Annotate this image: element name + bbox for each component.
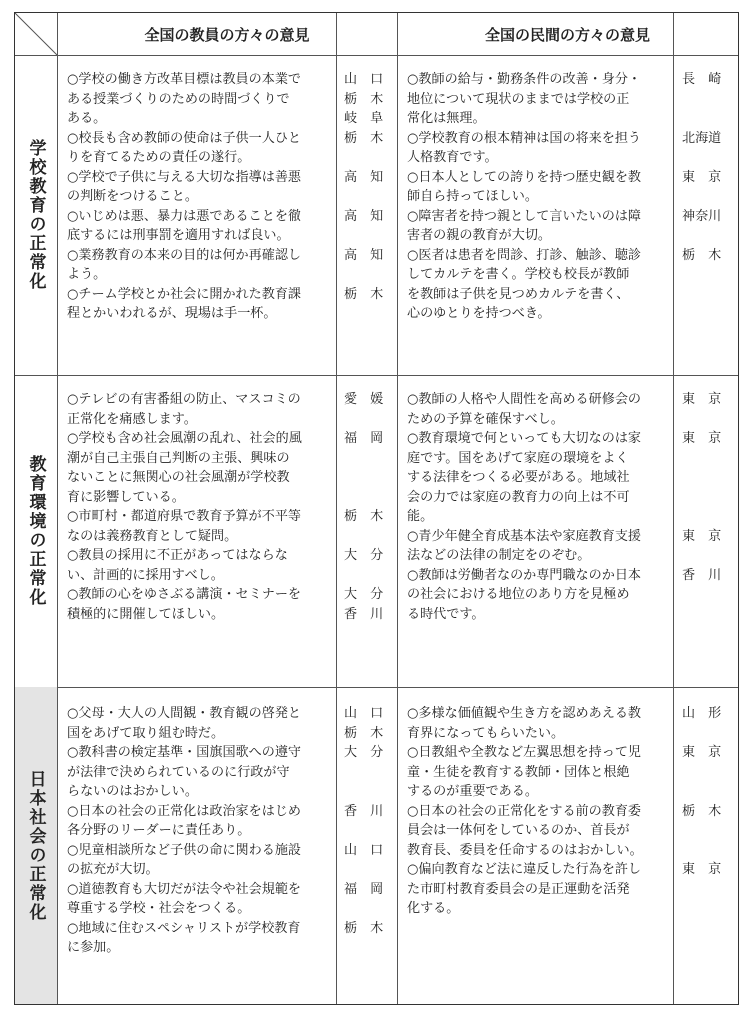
opinion-item: ○教師は労働者なのか専門職なのか日本 の社会における地位のあり方を見極め る時代です。 bbox=[407, 567, 642, 622]
prefecture-label: 福 岡 bbox=[344, 881, 384, 897]
opinion-item: ○青少年健全育成基本法や家庭教育支援 法などの法律の制定をのぞむ。 bbox=[407, 528, 642, 563]
opinion-item: ○日本人としての誇りを持つ歴史観を教 師自ら持ってほしい。 bbox=[407, 169, 642, 204]
opinion-item: ○日教組や全教など左翼思想を持って児 童・生徒を教育する教師・団体と根絶 するのが重要である。 bbox=[407, 745, 642, 799]
prefecture-label: 香 川 bbox=[344, 606, 384, 622]
divider-header bbox=[15, 55, 738, 56]
prefecture-label: 長 崎 bbox=[682, 72, 722, 87]
opinion-item: ○教員の採用に不正があってはならな い、計画的に採用すべし。 bbox=[67, 548, 288, 583]
divider-section-2 bbox=[15, 687, 738, 688]
divider-teacher-citizen bbox=[397, 13, 398, 1004]
prefecture-label: 東 京 bbox=[682, 431, 722, 446]
header-citizens: 全国の民間の方々の意見 bbox=[484, 25, 650, 44]
opinion-item: ○学校も含め社会風潮の乱れ、社会的風 潮が自己主張自己判断の主張、興味の ないことに無関心の社会風潮が学校教 育に影響している。 bbox=[67, 431, 302, 505]
divider-section-1 bbox=[15, 375, 738, 376]
opinion-item: ○父母・大人の人間観・教育観の啓発と 国をあげて取り組む時だ。 bbox=[67, 706, 302, 741]
prefecture-label: 栃 木 bbox=[682, 803, 722, 819]
divider-citizen-pref bbox=[673, 13, 674, 1004]
prefecture-label: 栃 木 bbox=[344, 286, 384, 302]
opinion-item: ○学校で子供に与える大切な指導は善悪 の判断をつけること。 bbox=[67, 169, 302, 204]
prefecture-label: 山 口 bbox=[344, 72, 384, 87]
prefecture-label: 香 川 bbox=[344, 803, 384, 819]
prefecture-label: 高 知 bbox=[344, 247, 384, 263]
opinion-item: ○障害者を持つ親として言いたいのは障 害者の親の教育が大切。 bbox=[407, 208, 642, 243]
opinion-item: ○学校の働き方改革目標は教員の本業で ある授業づくりのための時間づくりで ある。 bbox=[67, 72, 302, 126]
opinion-item: ○業務教育の本来の目的は何か再確認し よう。 bbox=[67, 247, 302, 282]
prefecture-label: 東 京 bbox=[682, 169, 722, 185]
prefecture-label: 岐 阜 bbox=[344, 111, 384, 126]
opinion-item: ○教育環境で何といっても大切なのは家 庭です。国をあげて家庭の環境をよく する法律をつくる必要がある。地域社 会の力では家庭の教育力の向上は不可 能。 bbox=[407, 431, 642, 524]
prefecture-label: 大 分 bbox=[344, 745, 384, 760]
prefecture-label: 東 京 bbox=[682, 528, 722, 544]
corner-diagonal bbox=[15, 13, 57, 55]
prefecture-label: 栃 木 bbox=[344, 509, 384, 524]
opinion-item: ○日本の社会の正常化は政治家をはじめ 各分野のリーダーに責任あり。 bbox=[67, 803, 302, 838]
divider-teacher-pref bbox=[336, 13, 337, 1004]
prefecture-label: 大 分 bbox=[344, 548, 384, 563]
prefecture-label: 山 口 bbox=[344, 842, 384, 858]
prefecture-label: 東 京 bbox=[682, 745, 722, 760]
opinion-item: ○地域に住むスペシャリストが学校教育 に参加。 bbox=[67, 920, 301, 955]
section-title-society: 日本社会の正常化 bbox=[15, 687, 57, 1004]
opinion-item: ○チーム学校とか社会に開かれた教育課 程とかいわれるが、現場は手一杯。 bbox=[67, 286, 302, 321]
prefecture-label: 愛 媛 bbox=[344, 392, 384, 407]
opinion-item: ○テレビの有害番組の防止、マスコミの 正常化を痛感します。 bbox=[67, 392, 301, 427]
prefecture-label: 東 京 bbox=[682, 862, 722, 877]
prefecture-label: 栃 木 bbox=[682, 247, 722, 263]
opinion-item: ○校長も含め教師の使命は子供一人ひと りを育てるための責任の遂行。 bbox=[67, 130, 302, 165]
opinion-table bbox=[14, 12, 739, 1005]
section-title-school: 学校教育の正常化 bbox=[25, 139, 46, 291]
section-title-environment: 教育環境の正常化 bbox=[25, 455, 46, 607]
prefecture-label: 高 知 bbox=[344, 208, 384, 224]
prefecture-label: 高 知 bbox=[344, 169, 384, 185]
divider-side bbox=[57, 13, 58, 1004]
opinion-item: ○教科書の検定基準・国旗国歌への遵守 が法律で決められているのに行政が守 らないのはおかしい。 bbox=[67, 745, 302, 799]
prefecture-label: 栃 木 bbox=[344, 130, 384, 146]
opinion-item: ○日本の社会の正常化をする前の教育委 員会は一体何をしているのか、首長が 教育長、委員を任命するのはおかしい。 bbox=[407, 803, 643, 858]
prefecture-label: 栃 木 bbox=[344, 725, 384, 741]
opinion-item: ○偏向教育など法に違反した行為を許し た市町村教育委員会の是正運動を活発 化する。 bbox=[407, 862, 642, 916]
prefecture-label: 山 形 bbox=[682, 706, 722, 721]
header-teachers: 全国の教員の方々の意見 bbox=[144, 25, 310, 44]
prefecture-label: 栃 木 bbox=[344, 920, 384, 936]
prefecture-label: 大 分 bbox=[344, 587, 384, 602]
prefecture-label: 福 岡 bbox=[344, 431, 384, 446]
prefecture-label: 栃 木 bbox=[344, 91, 384, 107]
opinion-item: ○学校教育の根本精神は国の将来を担う 人格教育です。 bbox=[407, 130, 642, 165]
prefecture-label: 東 京 bbox=[682, 392, 722, 407]
opinion-item: ○教師の心をゆさぶる講演・セミナーを 積極的に開催してほしい。 bbox=[67, 587, 302, 622]
opinion-item: ○いじめは悪、暴力は悪であることを徹 底するには刑事罰を適用すれば良い。 bbox=[67, 208, 302, 243]
opinion-item: ○道徳教育も大切だが法令や社会規範を 尊重する学校・社会をつくる。 bbox=[67, 881, 302, 916]
opinion-item: ○多様な価値観や生き方を認めあえる教 育界になってもらいたい。 bbox=[407, 706, 642, 741]
prefecture-label: 山 口 bbox=[344, 706, 384, 721]
opinion-item: ○医者は患者を問診、打診、触診、聴診 してカルテを書く。学校も校長が教師 を教師は子供を見つめカルテを書く、 心のゆとりを持つべき。 bbox=[407, 247, 642, 321]
opinion-item: ○市町村・都道府県で教育予算が不平等 なのは義務教育として疑問。 bbox=[67, 509, 302, 544]
opinion-item: ○教師の人格や人間性を高める研修会の ための予算を確保すべし。 bbox=[407, 392, 642, 427]
opinion-item: ○教師の給与・勤務条件の改善・身分・ 地位について現状のままでは学校の正 常化は無理。 bbox=[407, 72, 642, 126]
opinion-item: ○児童相談所など子供の命に関わる施設 の拡充が大切。 bbox=[67, 842, 302, 877]
prefecture-label: 神奈川 bbox=[682, 208, 722, 224]
prefecture-label: 北海道 bbox=[682, 130, 722, 146]
prefecture-label: 香 川 bbox=[682, 567, 722, 583]
